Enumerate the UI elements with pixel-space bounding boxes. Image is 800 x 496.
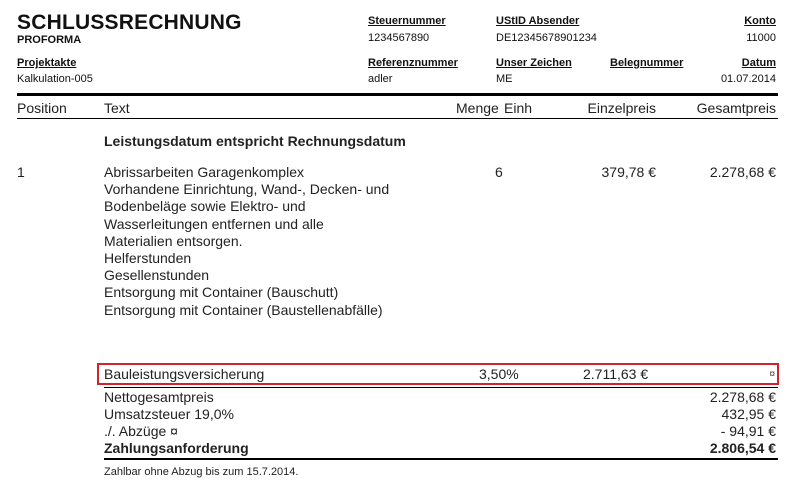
steuernummer-value: 1234567890 (368, 32, 430, 44)
abzuege-label: ./. Abzüge ¤ (104, 423, 178, 439)
projektakte-label: Projektakte (17, 57, 77, 69)
ustid-value: DE12345678901234 (496, 32, 597, 44)
unser-zeichen-value: ME (496, 73, 513, 85)
netto-value: 2.278,68 € (709, 389, 776, 405)
item-description (104, 164, 444, 319)
ust-value: 432,95 € (721, 406, 776, 422)
document-subtitle: PROFORMA (17, 34, 82, 46)
unser-zeichen-label: Unser Zeichen (496, 57, 572, 69)
item-line: Bodenbeläge sowie Elektro- und (104, 198, 306, 215)
item-position: 1 (17, 164, 25, 180)
item-line: Entsorgung mit Container (Bauschutt) (104, 284, 339, 301)
item-menge: 6 (495, 164, 503, 180)
insurance-label: Bauleistungsversicherung (104, 366, 265, 382)
column-gesamtpreis: Gesamtpreis (696, 100, 776, 116)
document-title: SCHLUSSRECHNUNG (17, 11, 242, 34)
totals-top-rule (104, 387, 778, 388)
insurance-base: 2.711,63 € (583, 366, 649, 382)
insurance-rate: 3,50% (479, 366, 519, 382)
datum-value: 01.07.2014 (720, 73, 776, 85)
datum-label: Datum (741, 57, 776, 69)
referenz-label: Referenznummer (368, 57, 458, 69)
section-heading: Leistungsdatum entspricht Rechnungsdatum (104, 133, 406, 149)
item-line: Vorhandene Einrichtung, Wand-, Decken- und (104, 181, 390, 198)
item-line: Entsorgung mit Container (Baustellenabfälle) (104, 301, 383, 318)
konto-label: Konto (744, 15, 776, 27)
projektakte-value: Kalkulation-005 (17, 73, 93, 85)
steuernummer-label: Steuernummer (368, 15, 446, 27)
totals-bottom-rule (104, 458, 778, 460)
column-text: Text (104, 100, 130, 116)
insurance-value: ¤ (769, 369, 775, 380)
beleg-label: Belegnummer (610, 57, 684, 69)
column-menge: Menge (456, 100, 499, 116)
netto-label: Nettogesamtpreis (104, 389, 214, 405)
column-einh: Einh (504, 100, 533, 116)
item-line: Materialien entsorgen. (104, 232, 243, 249)
column-position: Position (17, 100, 67, 116)
payment-note: Zahlbar ohne Abzug bis zum 15.7.2014. (104, 466, 299, 478)
item-line: Gesellenstunden (104, 267, 210, 284)
ustid-label: UStID Absender (496, 15, 580, 27)
column-header-rule (17, 118, 778, 119)
item-line: Helferstunden (104, 250, 192, 267)
ust-label: Umsatzsteuer 19,0% (104, 406, 234, 422)
item-line: Abrissarbeiten Garagenkomplex (104, 164, 304, 180)
zahlung-value: 2.806,54 € (709, 440, 776, 456)
zahlung-label: Zahlungsanforderung (104, 440, 249, 456)
item-einzelpreis: 379,78 € (601, 164, 656, 180)
konto-value: 11000 (746, 32, 776, 44)
header-rule (17, 93, 778, 96)
item-gesamtpreis: 2.278,68 € (709, 164, 776, 180)
column-einzelpreis: Einzelpreis (587, 100, 656, 116)
item-line: Wasserleitungen entfernen und alle (104, 215, 324, 232)
abzuege-value: - 94,91 € (720, 423, 776, 439)
referenz-value: adler (368, 73, 393, 85)
